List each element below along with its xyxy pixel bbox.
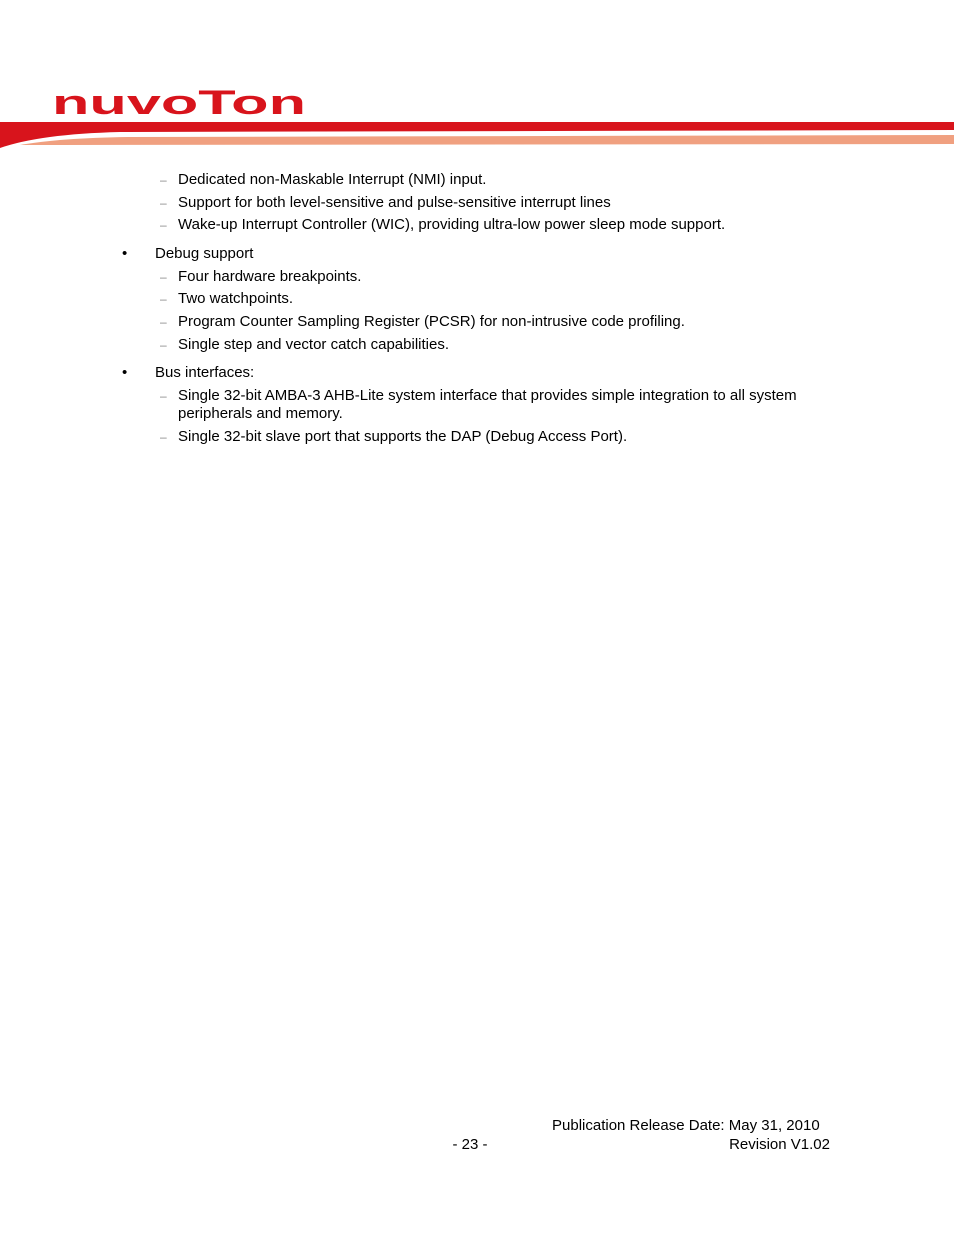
sub-list-item: Wake-up Interrupt Controller (WIC), providing ultra-low power sleep mode support. <box>178 216 726 233</box>
dash-marker: – <box>160 173 167 187</box>
dash-marker: – <box>160 292 167 306</box>
footer-publication-date: Publication Release Date: May 31, 2010 <box>552 1117 820 1134</box>
sub-list-item: Dedicated non-Maskable Interrupt (NMI) input. <box>178 171 487 188</box>
dash-marker: – <box>160 389 167 403</box>
dash-marker: – <box>160 315 167 329</box>
sub-list-item: Single step and vector catch capabilities. <box>178 336 449 353</box>
bullet-item: Bus interfaces: <box>155 364 255 381</box>
sub-list-item: Single 32-bit slave port that supports the DAP (Debug Access Port). <box>178 428 628 445</box>
header-swoosh-banner <box>0 118 954 150</box>
dash-marker: – <box>160 270 167 284</box>
nuvoton-logo <box>52 88 308 118</box>
bullet-item: Debug support <box>155 245 254 262</box>
page-header <box>0 0 954 150</box>
sub-list-item: Single 32-bit AMBA-3 AHB-Lite system interface that provides simple integration to all system peripherals and memory. <box>178 387 797 422</box>
footer-page-number: - 23 - <box>452 1136 488 1153</box>
sub-list-item: Support for both level-sensitive and pulse-sensitive interrupt lines <box>178 194 611 211</box>
dash-marker: – <box>160 196 167 210</box>
sub-list-item: Program Counter Sampling Register (PCSR) for non-intrusive code profiling. <box>178 313 685 330</box>
bullet-marker: • <box>122 364 128 381</box>
sub-list-item: Four hardware breakpoints. <box>178 268 362 285</box>
sub-list-item: Two watchpoints. <box>178 290 294 307</box>
dash-marker: – <box>160 430 167 444</box>
dash-marker: – <box>160 218 167 232</box>
footer-revision: Revision V1.02 <box>729 1136 830 1153</box>
dash-marker: – <box>160 338 167 352</box>
logo-text: nuvoTon <box>52 88 306 118</box>
bullet-marker: • <box>122 245 128 262</box>
